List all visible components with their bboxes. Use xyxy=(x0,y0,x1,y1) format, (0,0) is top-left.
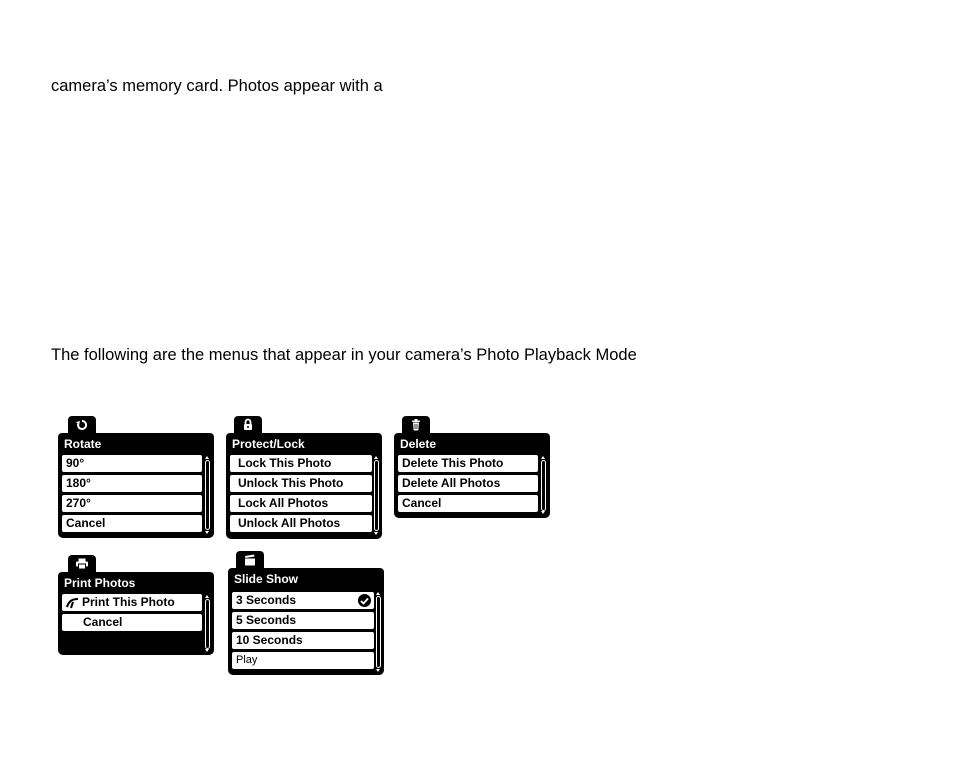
print-title: Print Photos xyxy=(64,576,136,590)
delete-option-label: Cancel xyxy=(402,496,442,510)
rotate-option-label: 270° xyxy=(66,496,91,510)
scrollbar[interactable] xyxy=(205,460,210,530)
lock-this-photo-option[interactable] xyxy=(230,455,372,472)
delete-option-label: Delete All Photos xyxy=(402,476,501,490)
scroll-up-icon[interactable] xyxy=(541,456,545,459)
delete-panel xyxy=(394,433,550,518)
slideshow-option-label: 10 Seconds xyxy=(236,633,303,647)
scrollbar[interactable] xyxy=(376,596,381,668)
slideshow-play-option[interactable] xyxy=(232,652,374,669)
slideshow-option-label: 3 Seconds xyxy=(236,593,297,607)
slideshow-3-seconds-option[interactable] xyxy=(232,592,374,609)
scroll-up-icon[interactable] xyxy=(205,456,209,459)
scroll-down-icon[interactable] xyxy=(541,511,545,514)
print-cancel-option[interactable] xyxy=(62,614,202,631)
scrollbar[interactable] xyxy=(374,460,379,531)
body-text-line-2: The following are the menus that appear in your camera’s Photo Playback Mode xyxy=(51,346,637,364)
slideshow-option-label: Play xyxy=(236,654,258,666)
rotate-option-label: 180° xyxy=(66,476,91,490)
protect-menu xyxy=(226,416,382,539)
scroll-down-icon[interactable] xyxy=(205,531,209,534)
protect-option-label: Lock All Photos xyxy=(238,496,329,510)
print-panel xyxy=(58,572,214,655)
scroll-down-icon[interactable] xyxy=(376,669,380,672)
slideshow-title: Slide Show xyxy=(234,572,299,586)
unlock-this-photo-option[interactable] xyxy=(230,475,372,492)
rotate-option-label: Cancel xyxy=(66,516,106,530)
scrollbar[interactable] xyxy=(205,599,210,649)
rotate-option-180[interactable] xyxy=(62,475,202,492)
delete-cancel-option[interactable] xyxy=(398,495,538,512)
protect-option-label: Unlock This Photo xyxy=(238,476,344,490)
clapperboard-icon xyxy=(236,551,264,568)
slideshow-panel xyxy=(228,568,384,675)
protect-title: Protect/Lock xyxy=(232,437,305,451)
scroll-down-icon[interactable] xyxy=(374,532,378,535)
slideshow-option-label: 5 Seconds xyxy=(236,613,297,627)
print-this-photo-option[interactable] xyxy=(62,594,202,611)
print-option-label: Cancel xyxy=(83,615,123,629)
delete-option-label: Delete This Photo xyxy=(402,456,504,470)
rotate-option-270[interactable] xyxy=(62,495,202,512)
slideshow-5-seconds-option[interactable] xyxy=(232,612,374,629)
delete-this-photo-option[interactable] xyxy=(398,455,538,472)
rotate-option-cancel[interactable] xyxy=(62,515,202,532)
rotate-panel xyxy=(58,433,214,538)
scroll-up-icon[interactable] xyxy=(205,595,209,598)
print-direct-icon xyxy=(66,597,80,614)
printer-icon xyxy=(68,555,96,572)
protect-option-label: Unlock All Photos xyxy=(238,516,341,530)
slideshow-10-seconds-option[interactable] xyxy=(232,632,374,649)
print-option-label: Print This Photo xyxy=(82,595,175,609)
unlock-all-photos-option[interactable] xyxy=(230,515,372,532)
scroll-down-icon[interactable] xyxy=(205,649,209,652)
lock-icon xyxy=(234,416,262,433)
scrollbar[interactable] xyxy=(541,460,546,511)
rotate-option-90[interactable] xyxy=(62,455,202,472)
rotate-option-label: 90° xyxy=(66,456,85,470)
body-text-line-1: camera’s memory card. Photos appear with a xyxy=(51,77,383,95)
scroll-up-icon[interactable] xyxy=(374,456,378,459)
lock-all-photos-option[interactable] xyxy=(230,495,372,512)
rotate-icon xyxy=(68,416,96,433)
protect-option-label: Lock This Photo xyxy=(238,456,332,470)
delete-menu xyxy=(394,416,550,518)
delete-title: Delete xyxy=(400,437,437,451)
checkmark-icon xyxy=(358,594,371,607)
delete-all-photos-option[interactable] xyxy=(398,475,538,492)
trash-icon xyxy=(402,416,430,433)
slideshow-menu xyxy=(228,551,384,675)
protect-panel xyxy=(226,433,382,539)
print-menu xyxy=(58,555,214,655)
rotate-menu xyxy=(58,416,214,538)
rotate-title: Rotate xyxy=(64,437,102,451)
scroll-up-icon[interactable] xyxy=(376,592,380,595)
